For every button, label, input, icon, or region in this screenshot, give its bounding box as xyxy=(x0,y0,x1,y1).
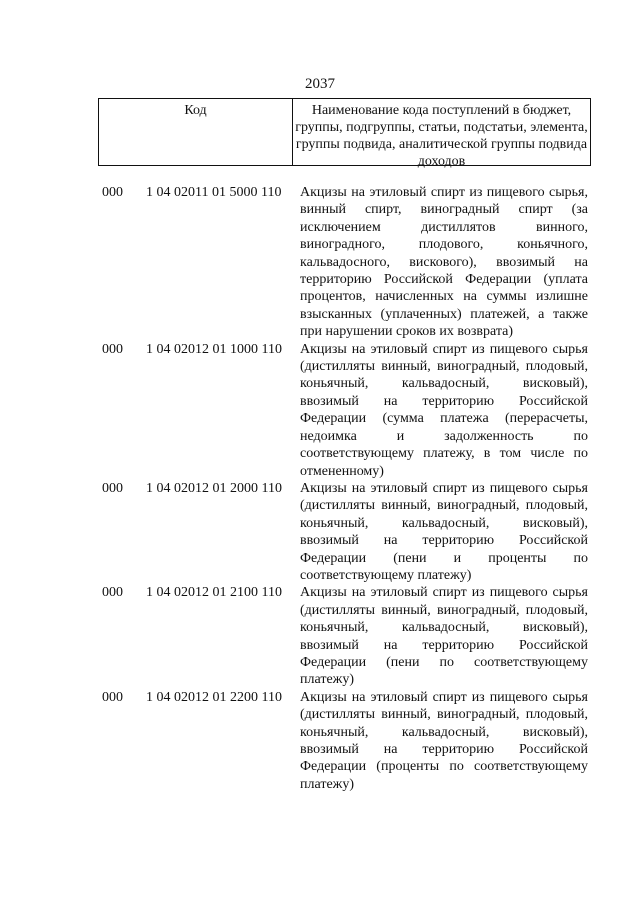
row-group-code: 000 xyxy=(102,480,123,496)
row-revenue-code: 1 04 02012 01 1000 110 xyxy=(146,341,282,357)
revenue-code-list xyxy=(0,184,640,793)
table-row xyxy=(0,689,640,793)
row-description: Акцизы на этиловый спирт из пищевого сырья (дистилляты винный, виноградный, плодовый, коньячный, кальвадосный, висковый), ввозимый на территорию Российской Федерации (сумма платежа (перерасчеты, недоимка и задолженность по соответствующему платежу, в том числе по отмененному) xyxy=(300,341,588,479)
row-description: Акцизы на этиловый спирт из пищевого сырья (дистилляты винный, виноградный, плодовый, коньячный, кальвадосный, висковый), ввозимый на территорию Российской Федерации (пени по соответствующему платежу) xyxy=(300,585,588,688)
table-header xyxy=(98,98,591,169)
row-revenue-code: 1 04 02011 01 5000 110 xyxy=(146,185,282,200)
table-row xyxy=(0,480,640,584)
row-group-code: 000 xyxy=(102,341,123,357)
row-group-code: 000 xyxy=(102,585,123,601)
row-description: Акцизы на этиловый спирт из пищевого сырья (дистилляты винный, виноградный, плодовый, коньячный, кальвадосный, висковый), ввозимый на территорию Российской Федерации (проценты по соответствующему платежу) xyxy=(300,689,588,792)
row-group-code: 000 xyxy=(102,689,123,705)
table-row xyxy=(0,184,640,341)
row-revenue-code: 1 04 02012 01 2000 110 xyxy=(146,480,282,496)
table-row xyxy=(0,584,640,688)
page-number: 2037 xyxy=(305,76,335,92)
table-row xyxy=(0,341,640,480)
header-code-column: Код xyxy=(99,99,293,165)
row-group-code: 000 xyxy=(102,185,123,200)
row-revenue-code: 1 04 02012 01 2100 110 xyxy=(146,585,282,601)
row-revenue-code: 1 04 02012 01 2200 110 xyxy=(146,689,282,705)
row-description: Акцизы на этиловый спирт из пищевого сырья, винный спирт, виноградный спирт (за исключением дистиллятов винного, виноградного, плодового, коньячного, кальвадосного, вискового), ввозимый на территорию Российской Федерации (уплата процентов, начисленных на суммы излишне взысканных (уплаченных) платежей, а также при нарушении сроков их возврата) xyxy=(300,185,588,340)
header-name-column: Наименование кода поступлений в бюджет, группы, подгруппы, статьи, подстатьи, элемента, группы подвида, аналитической группы подвида доходов xyxy=(295,103,588,169)
row-description: Акцизы на этиловый спирт из пищевого сырья (дистилляты винный, виноградный, плодовый, коньячный, кальвадосный, висковый), ввозимый на территорию Российской Федерации (пени и проценты по соответствующему платежу) xyxy=(300,480,588,583)
